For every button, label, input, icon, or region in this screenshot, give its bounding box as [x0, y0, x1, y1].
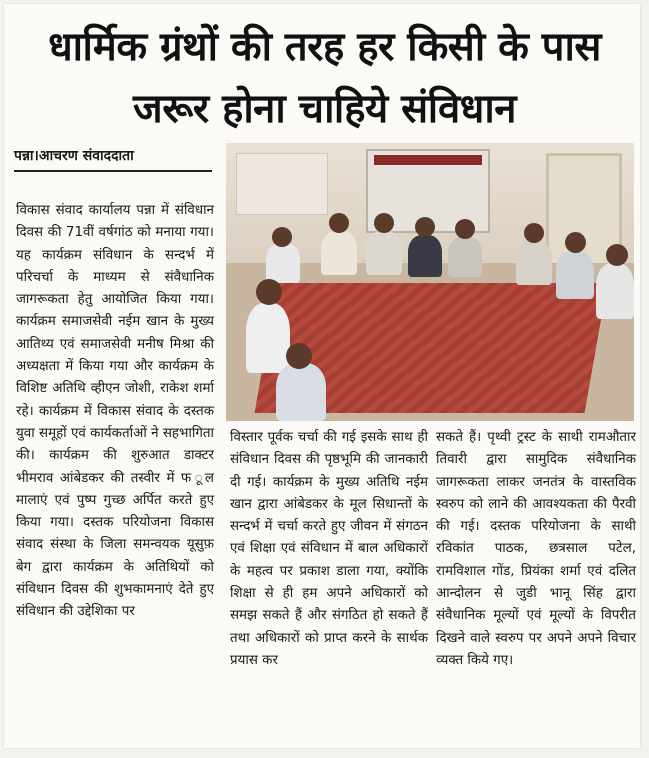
dateline: पन्ना।आचरण संवाददाता	[14, 148, 134, 164]
meeting-photo	[226, 143, 634, 421]
article-paragraph: सकते हैं। पृथ्वी ट्रस्ट के साथी रामऔतार तिवारी द्वारा सामुदिक संवैधानिक जागरूकता लाकर जनतंत्र के वास्तविक स्वरुप को लाने की आवश्यकता की पैरवी की गई। दस्तक परियोजना के साथी रविकांत पाठक, छत्रसाल पटेल, रामविशाल गोंड, प्रियंका शर्मा एवं दलित आन्दोलन से जुडी भानू सिंह द्वारा संवैधानिक मूल्यों एवं मूल्यों के विपरीत दिखने वाले स्वरुप पर अपने अपने विचार व्यक्त किये गए।	[436, 430, 636, 668]
headline-line-2: जरूर होना चाहिये संविधान	[133, 86, 516, 132]
photo-person	[516, 241, 552, 285]
photo-wall-poster	[236, 153, 328, 215]
photo-person	[276, 363, 326, 421]
article-column-3	[436, 427, 636, 672]
photo-person	[321, 231, 357, 275]
photo-person	[266, 243, 300, 283]
photo-person-head	[374, 213, 394, 233]
photo-person-head	[524, 223, 544, 243]
photo-person-head	[415, 217, 435, 237]
article-paragraph: विस्तार पूर्वक चर्चा की गई इसके साथ ही संविधान दिवस की पृष्ठभूमि की जानकारी दी गई। कार्यक्रम के मुख्य अतिथि नईम खान द्वारा आंबेडकर के मूल सिधान्तों के सन्दर्भ में चर्चा करते हुए जीवन में संगठन एवं शिक्षा एवं संविधान में बाल अधिकारों के महत्व पर प्रकाश डाला गया, क्योंकि शिक्षा से ही हम अपने अधिकारों को समझ सकते हैं और संगठित हो सकते हैं तथा अधिकारों को प्राप्त करने के सार्थक प्रयास कर	[230, 430, 428, 668]
article-column-2	[230, 427, 428, 672]
photo-person	[556, 251, 594, 299]
article-column-1	[16, 200, 214, 624]
photo-person-head	[256, 279, 282, 305]
photo-person-head	[329, 213, 349, 233]
photo-person	[246, 303, 290, 373]
photo-person	[366, 231, 402, 275]
photo-person	[408, 235, 442, 277]
photo-person	[448, 237, 482, 277]
headline-line-1: धार्मिक ग्रंथों की तरह हर किसी के पास	[48, 24, 601, 70]
photo-person-head	[455, 219, 475, 239]
photo-person-head	[272, 227, 292, 247]
article-paragraph: विकास संवाद कार्यालय पन्ना में संविधान दिवस की 71वीं वर्षगांठ को मनाया गया। यह कार्यक्रम संविधान के सन्दर्भ में परिचर्चा के माध्यम से संवैधानिक जागरूकता हेतु आयोजित किया गया। कार्यक्रम समाजसेवी नईम खान के मुख्य आतिथ्य एवं समाजसेवी मनीष मिश्रा की अध्यक्षता में किया गया और कार्यक्रम के विशिष्ट अतिथि व्हीएन जोशी, राकेश शर्मा रहे। कार्यक्रम में विकास संवाद के दस्तक युवा समूहों एवं कार्यकर्ताओं ने सहभागिता की। कार्यक्रम की शुरुआत डाक्टर भीमराव आंबेडकर की तस्वीर में फ ूल मालाएं एवं पुष्प गुच्छ अर्पित करते हुए किया गया। दस्तक परियोजना विकास संवाद संस्था के जिला समन्वयक यूसुफ़ बेग द्वारा कार्यक्रम के अतिथियों को संविधान दिवस की शुभकामनाएं देते हुए संविधान की उद्देशिका पर	[16, 203, 214, 620]
photo-person	[596, 263, 634, 319]
dateline-rule	[14, 170, 212, 172]
photo-person-head	[606, 244, 628, 266]
photo-person-head	[286, 343, 312, 369]
photo-person-head	[565, 232, 586, 253]
